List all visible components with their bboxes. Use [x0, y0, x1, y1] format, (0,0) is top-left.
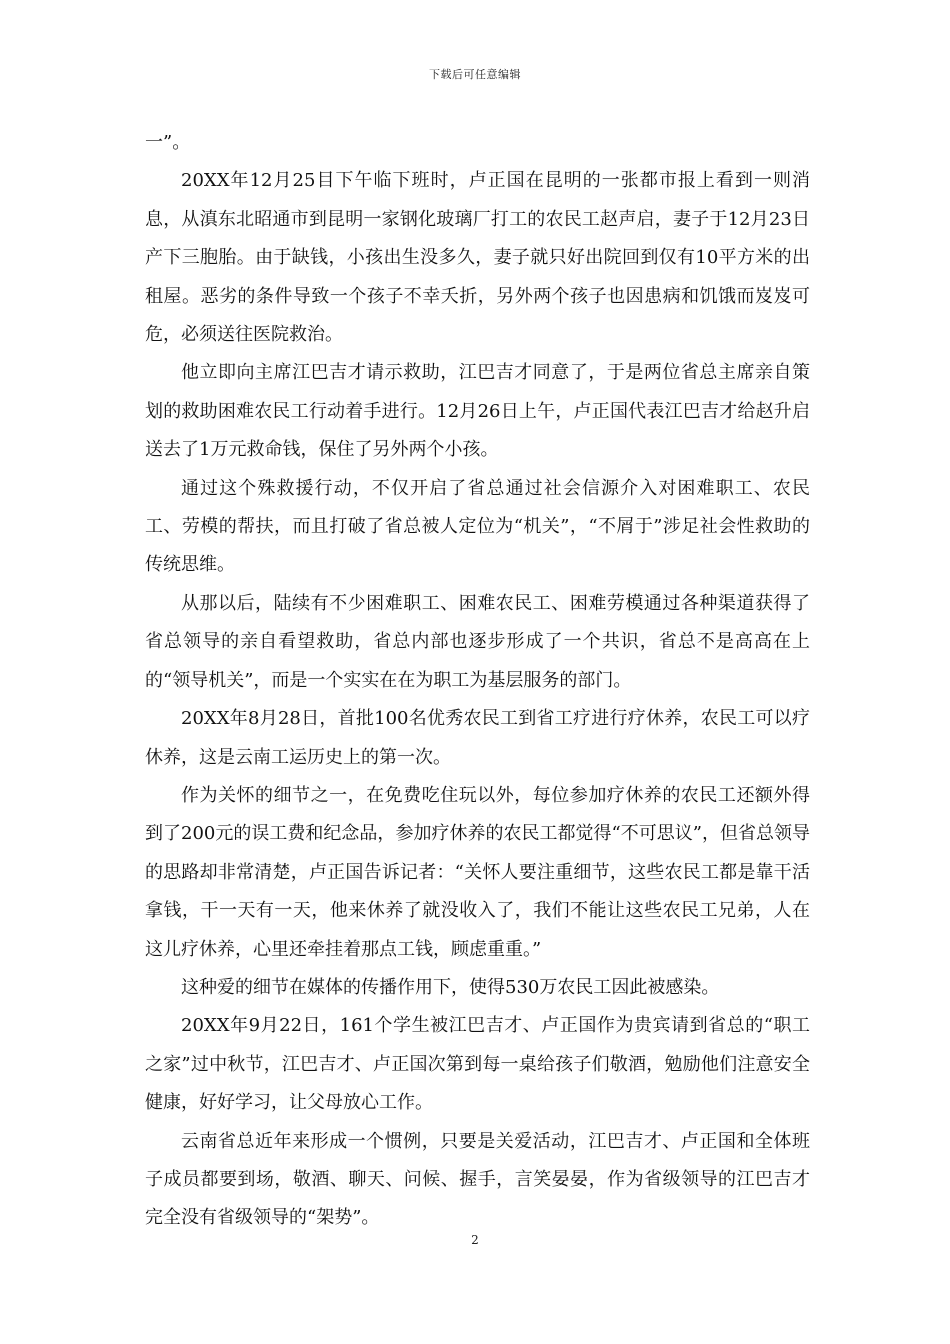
paragraph-10: 云南省总近年来形成一个惯例，只要是关爱活动，江巴吉才、卢正国和全体班子成员都要到场，敬酒、聊天、问候、握手，言笑晏晏，作为省级领导的江巴吉才完全没有省级领导的“架势”。 [145, 1130, 810, 1229]
paragraph-4: 通过这个殊救援行动，不仅开启了省总通过社会信源介入对困难职工、农民工、劳模的帮扶，而且打破了省总被人定位为“机关”，“不屑于”涉足社会性救助的传统思维。 [145, 477, 810, 576]
document-body [145, 124, 810, 1238]
paragraph-9: 20XX年9月22日，161个学生被江巴吉才、卢正国作为贵宾请到省总的“职工之家”过中秋节，江巴吉才、卢正国次第到每一桌给孩子们敬酒，勉励他们注意安全健康，好好学习，让父母放心工作。 [145, 1015, 810, 1114]
paragraph-3: 他立即向主席江巴吉才请示救助，江巴吉才同意了，于是两位省总主席亲自策划的救助困难农民工行动着手进行。12月26日上午，卢正国代表江巴吉才给赵升启送去了1万元救命钱，保住了另外两个小孩。 [145, 362, 810, 461]
page-number: 2 [471, 1233, 479, 1247]
paragraph-6: 20XX年8月28日，首批100名优秀农民工到省工疗进行疗休养，农民工可以疗休养，这是云南工运历史上的第一次。 [145, 708, 810, 768]
page-header: 下载后可任意编辑 [429, 68, 521, 81]
paragraph-2: 20XX年12月25目下午临下班时，卢正国在昆明的一张都市报上看到一则消息，从滇东北昭通市到昆明一家钢化玻璃厂打工的农民工赵声启，妻子于12月23日产下三胞胎。由于缺钱，小孩出生没多久，妻子就只好出院回到仅有10平方米的出租屋。恶劣的条件导致一个孩子不幸夭折，另外两个孩子也因患病和饥饿而岌岌可危，必须送往医院救治。 [145, 170, 810, 346]
paragraph-1: 一”。 [145, 132, 191, 153]
paragraph-5: 从那以后，陆续有不少困难职工、困难农民工、困难劳模通过各种渠道获得了省总领导的亲自看望救助，省总内部也逐步形成了一个共识，省总不是高高在上的“领导机关”，而是一个实实在在为职工为基层服务的部门。 [145, 592, 810, 691]
paragraph-7: 作为关怀的细节之一，在免费吃住玩以外，每位参加疗休养的农民工还额外得到了200元的误工费和纪念品，参加疗休养的农民工都觉得“不可思议”，但省总领导的思路却非常清楚，卢正国告诉记者：“关怀人要注重细节，这些农民工都是靠干活拿钱，干一天有一天，他来休养了就没收入了，我们不能让这些农民工兄弟，人在这儿疗休养，心里还牵挂着那点工钱，顾虑重重。” [145, 784, 810, 960]
paragraph-8: 这种爱的细节在媒体的传播作用下，使得530万农民工因此被感染。 [181, 976, 720, 998]
